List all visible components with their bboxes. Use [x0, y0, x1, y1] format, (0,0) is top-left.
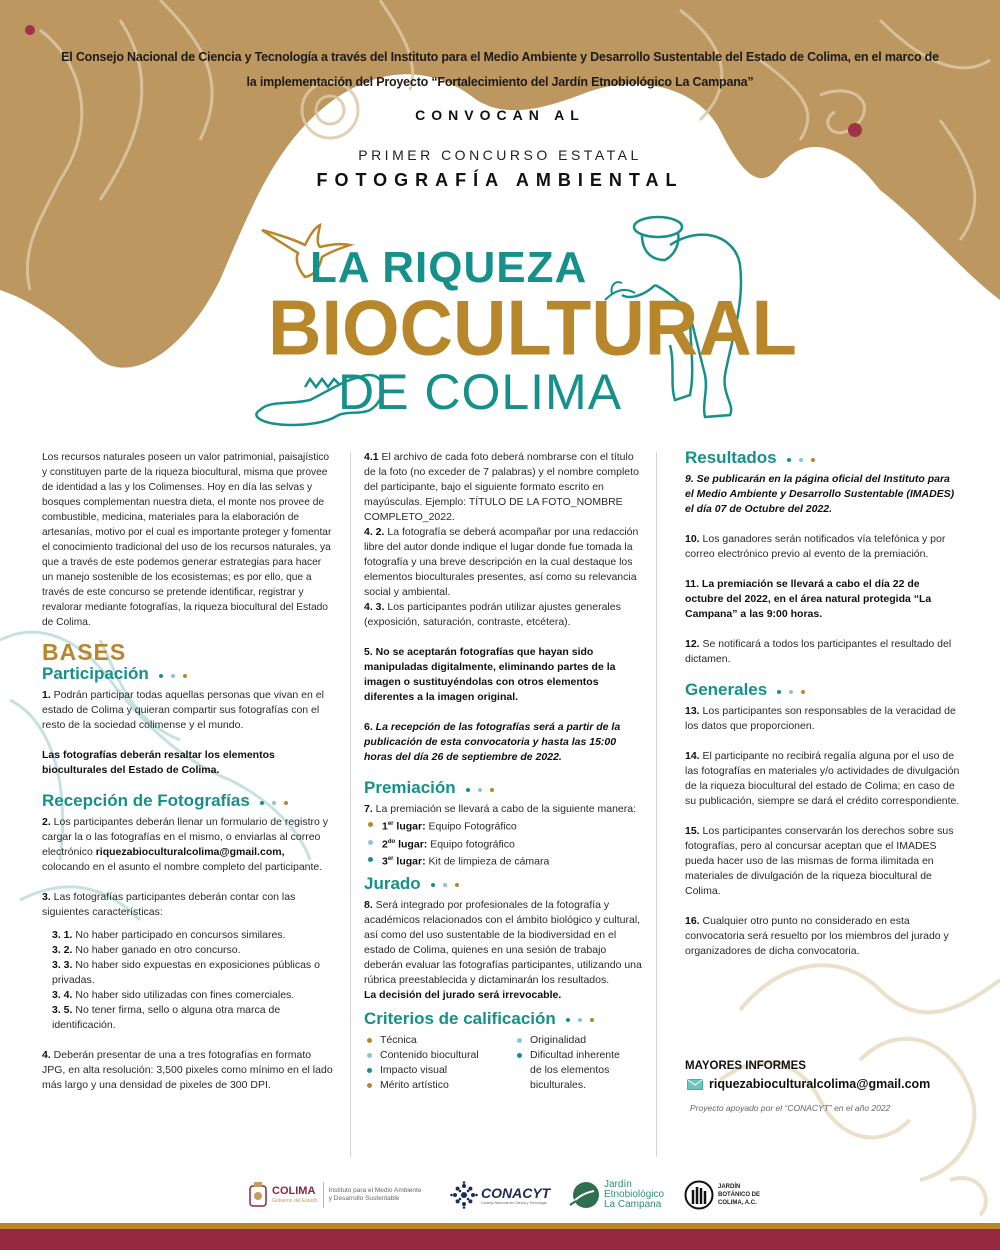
rule-2: 2. Los participantes deberán llenar un formulario de registro y cargar la o las fotografías en el mismo, o enviarlas al correo electrónico riquezabioculturalcolima@gmail.com, colocando en el asunto el nombre completo del participante.	[42, 816, 329, 874]
support-note: Proyecto apoyado por el “CONACYT” en el año 2022	[690, 1103, 891, 1113]
rule-7: 7. La premiación se llevará a cabo de la siguiente manera:	[364, 803, 637, 816]
criteria-item: Impacto visual	[364, 1063, 504, 1078]
section-heading-jurado: Jurado	[364, 876, 642, 892]
sponsor-jardin-botanico	[684, 1175, 760, 1215]
jardin-line-1: Jardín	[604, 1179, 632, 1190]
section-heading-generales: Generales	[685, 682, 960, 698]
logo-line-1: LA RIQUEZA	[310, 243, 588, 292]
conacyt-name: CONACYT	[481, 1184, 551, 1201]
rule-12: 12. Se notificará a todos los participantes el resultado del dictamen.	[685, 638, 952, 666]
criteria-item: Técnica	[364, 1033, 504, 1048]
criteria-item: Contenido biocultural	[364, 1048, 504, 1063]
section-heading-resultados: Resultados	[685, 450, 960, 466]
sub-item: 3. 5. No tener firma, sello o alguna otra marca de identificación.	[52, 1004, 281, 1032]
rule-9: 9. Se publicarán en la página oficial del Instituto para el Medio Ambiente y Desarrollo Sustentable (IMADES) el día 07 de Octubre del 2022.	[685, 473, 955, 516]
rule-4: 4. Deberán presentar de una a tres fotografías en formato JPG, en alta resolución: 3,500 pixeles como mínimo en el lado más largo y una densidad de pixeles de 300 DPI.	[42, 1049, 333, 1092]
sub-item: 3. 1. No haber participado en concursos similares.	[52, 929, 286, 942]
logo-line-3: DE COLIMA	[338, 364, 623, 420]
sponsor-colima-imades	[248, 1175, 424, 1215]
maroon-dot	[848, 123, 862, 137]
jardin-etnobiologico-logo-icon	[568, 1179, 600, 1211]
prize-item: 1er lugar: Equipo Fotográfico	[364, 817, 642, 835]
bases-heading: BASES	[42, 639, 127, 665]
decorative-dots	[431, 877, 467, 892]
jardin-line-3: La Campana	[604, 1199, 662, 1210]
rule-13: 13. Los participantes son responsables de la veracidad de los datos que proporcionen.	[685, 705, 956, 733]
decorative-dots	[159, 667, 195, 682]
logo-line-2: BIOCULTURAL	[268, 284, 797, 372]
decorative-dots	[787, 451, 823, 466]
colima-subtitle: Gobierno del Estado	[272, 1198, 318, 1204]
imades-name: Instituto para el Medio Ambiente y Desarrollo Sustentable	[328, 1187, 422, 1202]
conacyt-subtitle: Consejo Nacional de Ciencia y Tecnología	[481, 1200, 547, 1205]
criteria-item: Dificultad inherente de los elementos biculturales.	[514, 1048, 634, 1093]
prize-list	[364, 817, 642, 870]
envelope-icon	[687, 1079, 703, 1090]
prize-item: 3er lugar: Kit de limpieza de cámara	[364, 852, 642, 870]
criteria-item: Mérito artístico	[364, 1078, 504, 1093]
footer-maroon-bar	[0, 1229, 1000, 1250]
rule-6: 6. La recepción de las fotografías será a partir de la publicación de esta convocatoria y hasta las 15:00 horas del día 26 de septiembre de 2022.	[364, 721, 621, 763]
rule-4-3: 4. 3. Los participantes podrán utilizar ajustes generales (exposición, saturación, contraste, etcétera).	[364, 601, 621, 628]
column-1	[42, 450, 334, 1108]
heading-text: Recepción de Fotografías	[42, 791, 250, 811]
jardin-line-2: Etnobiológico	[604, 1189, 665, 1200]
email-text[interactable]: riquezabioculturalcolima@gmail.com	[709, 1077, 931, 1091]
decorative-dots	[777, 683, 813, 698]
rule-8: 8. Será integrado por profesionales de la fotografía y académicos relacionados con el ámbito biológico y cultural, así como del uso sustentable de la biodiversidad en el estado de Colima, quienes en una sesión de trabajo deberán evaluar las fotografías participantes, utilizando una rúbrica preestablecida y dictaminarán los resultados. La decisión del jurado será irrevocable.	[364, 898, 642, 1001]
contest-logo	[250, 205, 797, 430]
rule-10: 10. Los ganadores serán notificados vía telefónica y por correo electrónico previo al evento de la premiación.	[685, 533, 946, 561]
intro-statement: El Consejo Nacional de Ciencia y Tecnología a través del Instituto para el Medio Ambiente y Desarrollo Sustentable del Estado de Colima, en el marco de la implementación del Proyecto “Fortalecimiento del Jardín Etnobiológico La Campana”	[61, 50, 939, 89]
colima-crest-icon	[248, 1182, 268, 1208]
more-info-heading: MAYORES INFORMES	[685, 1060, 806, 1072]
conacyt-logo-icon	[450, 1181, 478, 1209]
section-heading-criterios: Criterios de calificación	[364, 1011, 642, 1027]
criteria-item: Originalidad	[514, 1033, 634, 1048]
rule-4-1: 4.1 El archivo de cada foto deberá nombrarse con el título de la foto (no exceder de 7 palabras) y el nombre completo del participante, bajo el siguiente formato escrito en mayúsculas. Ejemplo: TÍTULO DE LA FOTO_NOMBRE COMPLETO_2022.	[364, 451, 639, 523]
rule-1: 1. Podrán participar todas aquellas personas que vivan en el estado de Colima y quieran compartir sus fotografías con el resto de la sociedad colimense y el mundo.	[42, 689, 324, 732]
column-divider	[656, 452, 657, 1157]
jardin-botanico-name: JARDÍN BOTÁNICO DE COLIMA, A.C.	[718, 1184, 760, 1206]
sponsor-jardin-etnobiologico	[568, 1175, 664, 1215]
convocan-heading: CONVOCAN AL	[415, 107, 585, 123]
section-heading-premiacion: Premiación	[364, 780, 642, 796]
sub-item: 3. 3. No haber sido expuestas en exposiciones públicas o privadas.	[52, 959, 320, 987]
contest-title: FOTOGRAFÍA AMBIENTAL	[316, 170, 684, 190]
section-heading-recepcion	[42, 793, 334, 809]
column-divider	[350, 452, 351, 1157]
rule-3: 3. Las fotografías participantes deberán contar con las siguientes características:	[42, 891, 296, 919]
rule-11: 11. La premiación se llevará a cabo el día 22 de octubre del 2022, en el área natural protegida “La Campana” a las 9:00 horas.	[685, 578, 932, 621]
rule-3-sublist	[42, 928, 334, 1033]
rule-14: 14. El participante no recibirá regalía alguna por el uso de las fotografías en materiales y/o actividades de divulgación de la riqueza biocultural del estado de Colima; en caso de su publicación, siempre se dará el crédito correspondiente.	[685, 750, 960, 808]
rule-15: 15. Los participantes conservarán los derechos sobre sus fotografías, pero al concursar aceptan que el IMADES pueda hacer uso de las mismas de forma ilimitada en materiales de divulgación de la riqueza biocultural de Colima.	[685, 825, 954, 898]
sub-item: 3. 2. No haber ganado en otro concurso.	[52, 944, 241, 957]
intro-paragraph: Los recursos naturales poseen un valor patrimonial, paisajístico y constituyen parte de la riqueza biocultural, misma que provee de identidad a las y los Colimenses. Hoy en día las selvas y bosques complementan nuestra dieta, el monte nos provee de combustible, medicina, materiales para la elaboración de artesanías, motivo por el cual es importante proteger y fomentar el conocimiento tradicional del uso de los recursos naturales, ya que a través de este podemos generar estrategias para hacer un manejo sostenible de los ecosistemas; es por ello, que a través de este concurso se pretende identificar, registrar y revalorar mediante fotografías, la riqueza biocultural del Estado de Colima.	[42, 452, 332, 628]
decorative-dots	[566, 1012, 602, 1027]
column-2	[364, 450, 642, 1093]
jardin-botanico-logo-icon	[684, 1180, 714, 1210]
section-heading-participacion	[42, 666, 334, 682]
rule-1-highlight: Las fotografías deberán resaltar los elementos bioculturales del Estado de Colima.	[42, 749, 275, 777]
decorative-dots	[466, 781, 502, 796]
sponsor-conacyt	[450, 1175, 550, 1215]
contest-subtitle: PRIMER CONCURSO ESTATAL	[358, 147, 642, 163]
prize-item: $2^{do}$ lugar: Equipo fotográfico	[364, 835, 642, 853]
column-3	[685, 450, 960, 974]
heading-text: Participación	[42, 664, 149, 683]
maroon-dot	[25, 25, 35, 35]
rule-16: 16. Cualquier otro punto no considerado en esta convocatoria será resuelto por los miembros del jurado y organizadores de dicha convocatoria.	[685, 915, 949, 958]
email-link[interactable]: riquezabioculturalcolima@gmail.com,	[95, 846, 285, 859]
rule-5: 5. No se aceptarán fotografías que hayan sido manipuladas digitalmente, eliminando partes de la imagen o sustituyéndolas con otros elementos diferentes a la imagen original.	[364, 646, 616, 703]
rule-4-2: 4. 2. La fotografía se deberá acompañar por una redacción libre del autor donde indique el lugar donde fue tomada la fotografía y una breve descripción en la cual destaque los elementos bioculturales presentes, así como su relevancia social y ambiental.	[364, 526, 639, 598]
criteria-list	[364, 1033, 642, 1093]
colima-logo-text: COLIMA	[272, 1185, 316, 1197]
decorative-dots	[260, 794, 296, 809]
sub-item: 3. 4. No haber sido utilizadas con fines comerciales.	[52, 989, 295, 1002]
contact-email[interactable]	[687, 1077, 930, 1091]
